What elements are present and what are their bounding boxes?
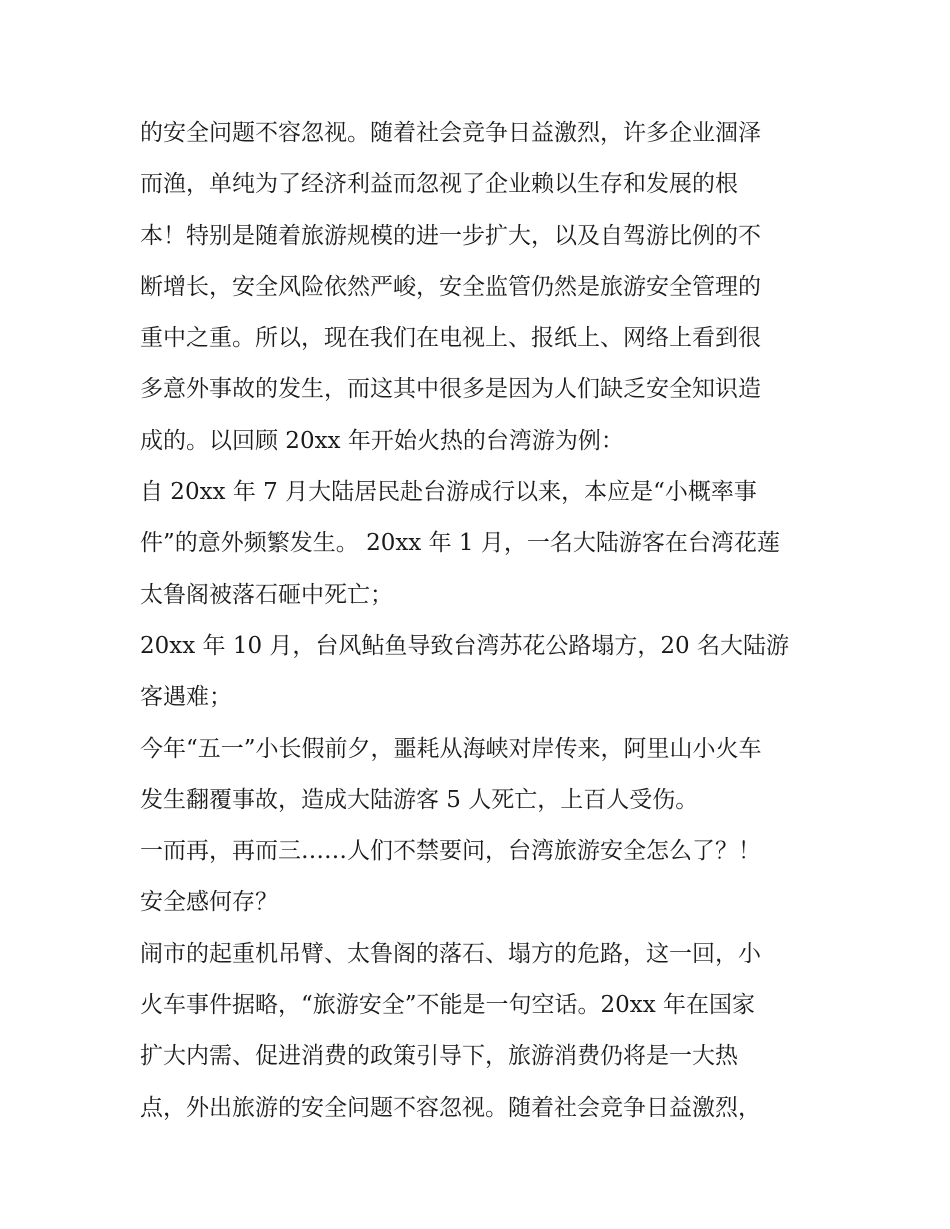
text-line: 一而再，再而三……人们不禁要问，台湾旅游安全怎么了？！ (140, 838, 761, 865)
text-line: 20xx 年 10 月，台风鲇鱼导致台湾苏花公路塌方，20 名大陆游 (140, 632, 789, 659)
document-body (140, 108, 820, 1134)
text-line: 闹市的起重机吊臂、太鲁阁的落石、塌方的危路，这一回，小 (140, 940, 761, 967)
text-line: 本！特别是随着旅游规模的进一步扩大，以及自驾游比例的不 (140, 222, 761, 249)
text-line: 火车事件据略，“旅游安全”不能是一句空话。20xx 年在国家 (140, 992, 756, 1019)
text-line: 的安全问题不容忽视。随着社会竞争日益激烈，许多企业涸泽 (140, 120, 761, 146)
text-line: 成的。以回顾 20xx 年开始火热的台湾游为例： (140, 427, 624, 454)
text-line: 而渔，单纯为了经济利益而忽视了企业赖以生存和发展的根 (140, 171, 738, 198)
text-line: 扩大内需、促进消费的政策引导下，旅游消费仍将是一大热 (140, 1043, 738, 1070)
text-line: 自 20xx 年 7 月大陆居民赴台游成行以来，本应是“小概率事 (140, 479, 757, 506)
text-line: 多意外事故的发生，而这其中很多是因为人们缺乏安全知识造 (140, 376, 761, 403)
text-line: 发生翻覆事故，造成大陆游客 5 人死亡，上百人受伤。 (140, 786, 699, 813)
text-line: 点，外出旅游的安全问题不容忽视。随着社会竞争日益激烈， (140, 1094, 761, 1121)
text-line: 客遇难； (140, 684, 232, 711)
text-line: 断增长，安全风险依然严峻，安全监管仍然是旅游安全管理的 (140, 273, 761, 300)
text-line: 今年“五一”小长假前夕，噩耗从海峡对岸传来，阿里山小火车 (140, 735, 762, 762)
text-line: 件”的意外频繁发生。 20xx 年 1 月，一名大陆游客在台湾花莲 (140, 530, 780, 557)
text-line: 安全感何存？ (140, 889, 278, 916)
text-line: 重中之重。所以，现在我们在电视上、报纸上、网络上看到很 (140, 325, 761, 352)
text-line: 太鲁阁被落石砸中死亡； (140, 581, 393, 608)
